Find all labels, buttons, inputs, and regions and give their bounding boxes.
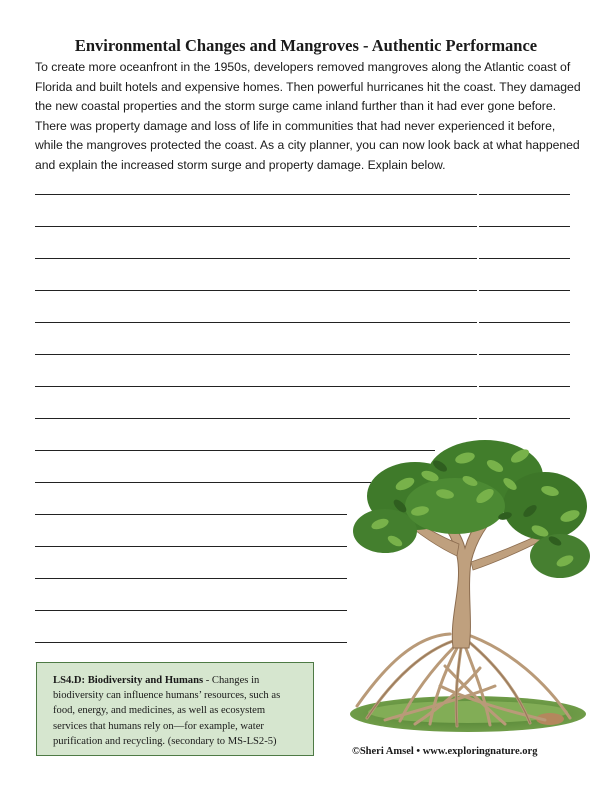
answer-line[interactable]	[35, 226, 570, 227]
answer-line[interactable]	[35, 386, 570, 387]
answer-line[interactable]	[35, 194, 570, 195]
answer-line[interactable]	[35, 290, 570, 291]
answer-line[interactable]	[35, 322, 570, 323]
answer-line[interactable]	[35, 258, 570, 259]
intro-paragraph: To create more oceanfront in the 1950s, developers removed mangroves along the Atlantic coast of Florida and built hotels and expensive homes. Then powerful hurricanes hit the coast. They damaged the new coastal properties and the storm surge came inland further than it had ever gone before. There was property damage and loss of life in communities that had never experienced it before, while the mangroves protected the coast. As a city planner, you can now look back at what happened and explain the increased storm surge and property damage. Explain below.	[35, 60, 581, 172]
answer-line[interactable]	[35, 514, 347, 515]
standard-box	[36, 662, 314, 756]
mangrove-tree-icon	[345, 436, 591, 736]
page-title: Environmental Changes and Mangroves - Authentic Performance	[74, 36, 538, 55]
answer-line[interactable]	[35, 642, 347, 643]
answer-line[interactable]	[35, 354, 570, 355]
answer-line[interactable]	[35, 546, 347, 547]
standard-code: LS4.D: Biodiversity and Humans	[53, 675, 204, 686]
answer-line[interactable]	[35, 578, 347, 579]
answer-line[interactable]	[35, 610, 347, 611]
answer-line[interactable]	[35, 482, 371, 483]
copyright-credit: ©Sheri Amsel • www.exploringnature.org	[352, 746, 538, 757]
standard-text: - Changes in biodiversity can influence humans’ resources, such as food, energy, and medicines, as well as ecosystem services that humans rely on—for example, water purification and recycling. (secondary to MS-LS2-5)	[53, 675, 281, 747]
answer-line[interactable]	[35, 418, 570, 419]
